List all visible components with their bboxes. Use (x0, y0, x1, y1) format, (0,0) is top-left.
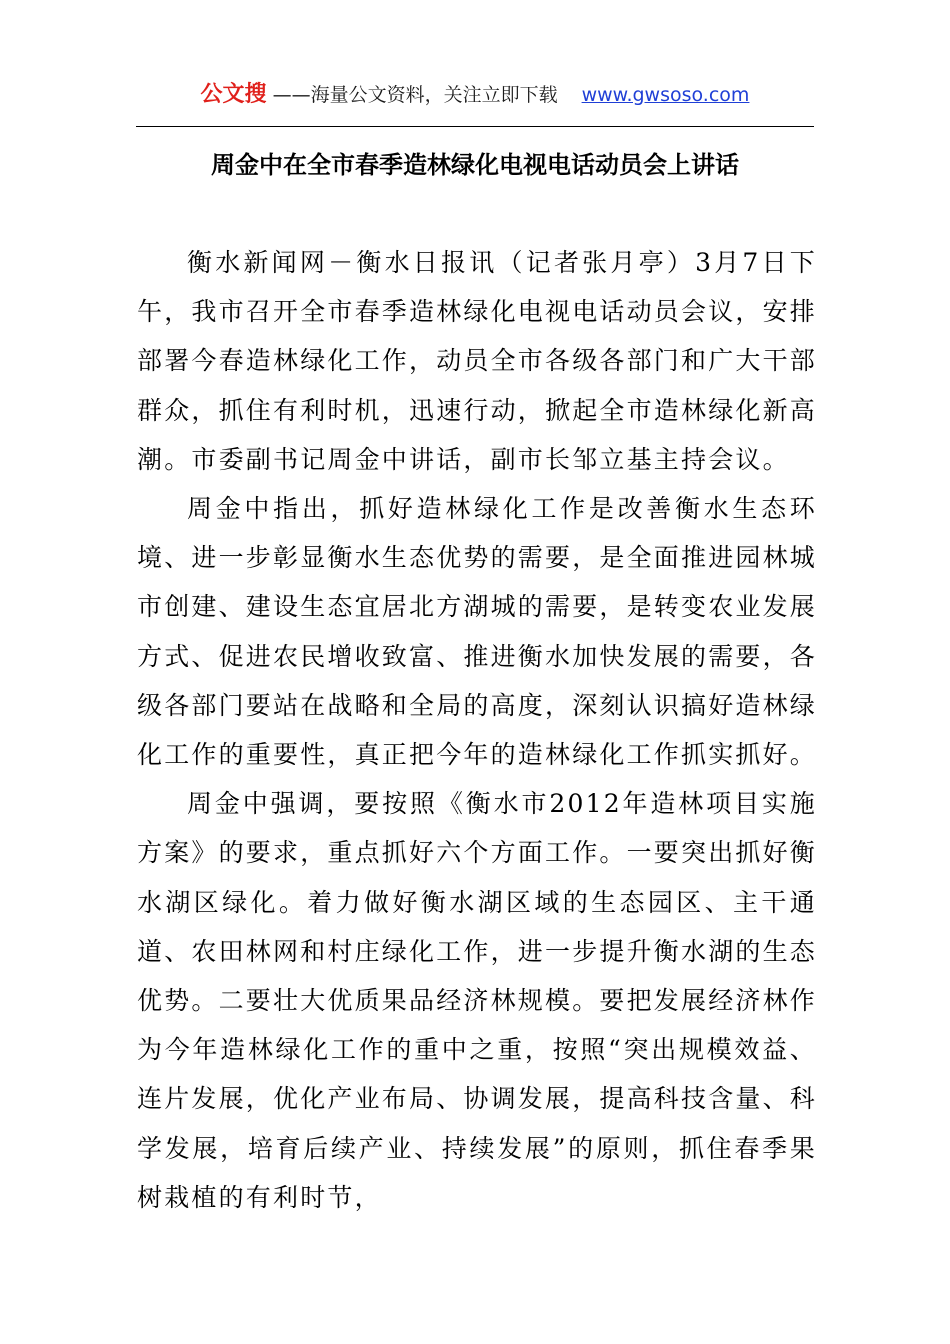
header-divider (136, 126, 814, 127)
document-body (137, 238, 817, 1222)
paragraph-1: 衡水新闻网－衡水日报讯（记者张月亭）3月7日下午，我市召开全市春季造林绿化电视电话动员会议，安排部署今春造林绿化工作，动员全市各级各部门和广大干部群众，抓住有利时机，迅速行动，掀起全市造林绿化新高潮。市委副书记周金中讲话，副市长邹立基主持会议。 (137, 248, 818, 474)
header-tagline: ——海量公文资料，关注立即下载 (272, 84, 558, 106)
paragraph-2: 周金中指出，抓好造林绿化工作是改善衡水生态环境、进一步彰显衡水生态优势的需要，是全面推进园林城市创建、建设生态宜居北方湖城的需要，是转变农业发展方式、促进农民增收致富、推进衡水加快发展的需要，各级各部门要站在战略和全局的高度，深刻认识搞好造林绿化工作的重要性，真正把今年的造林绿化工作抓实抓好。 (137, 494, 818, 770)
paragraph-3: 周金中强调，要按照《衡水市2012年造林项目实施方案》的要求，重点抓好六个方面工作。一要突出抓好衡水湖区绿化。着力做好衡水湖区域的生态园区、主干通道、农田林网和村庄绿化工作，进一步提升衡水湖的生态优势。二要壮大优质果品经济林规模。要把发展经济林作为今年造林绿化工作的重中之重，按照“突出规模效益、连片发展，优化产业布局、协调发展，提高科技含量、科学发展，培育后续产业、持续发展”的原则，抓住春季果树栽植的有利时节， (137, 789, 818, 1212)
brand-logo-text: 公文搜 (200, 82, 267, 107)
document-title: 周金中在全市春季造林绿化电视电话动员会上讲话 (211, 151, 739, 179)
website-link[interactable]: www.gwsoso.com (581, 84, 750, 106)
page-header (0, 80, 950, 110)
